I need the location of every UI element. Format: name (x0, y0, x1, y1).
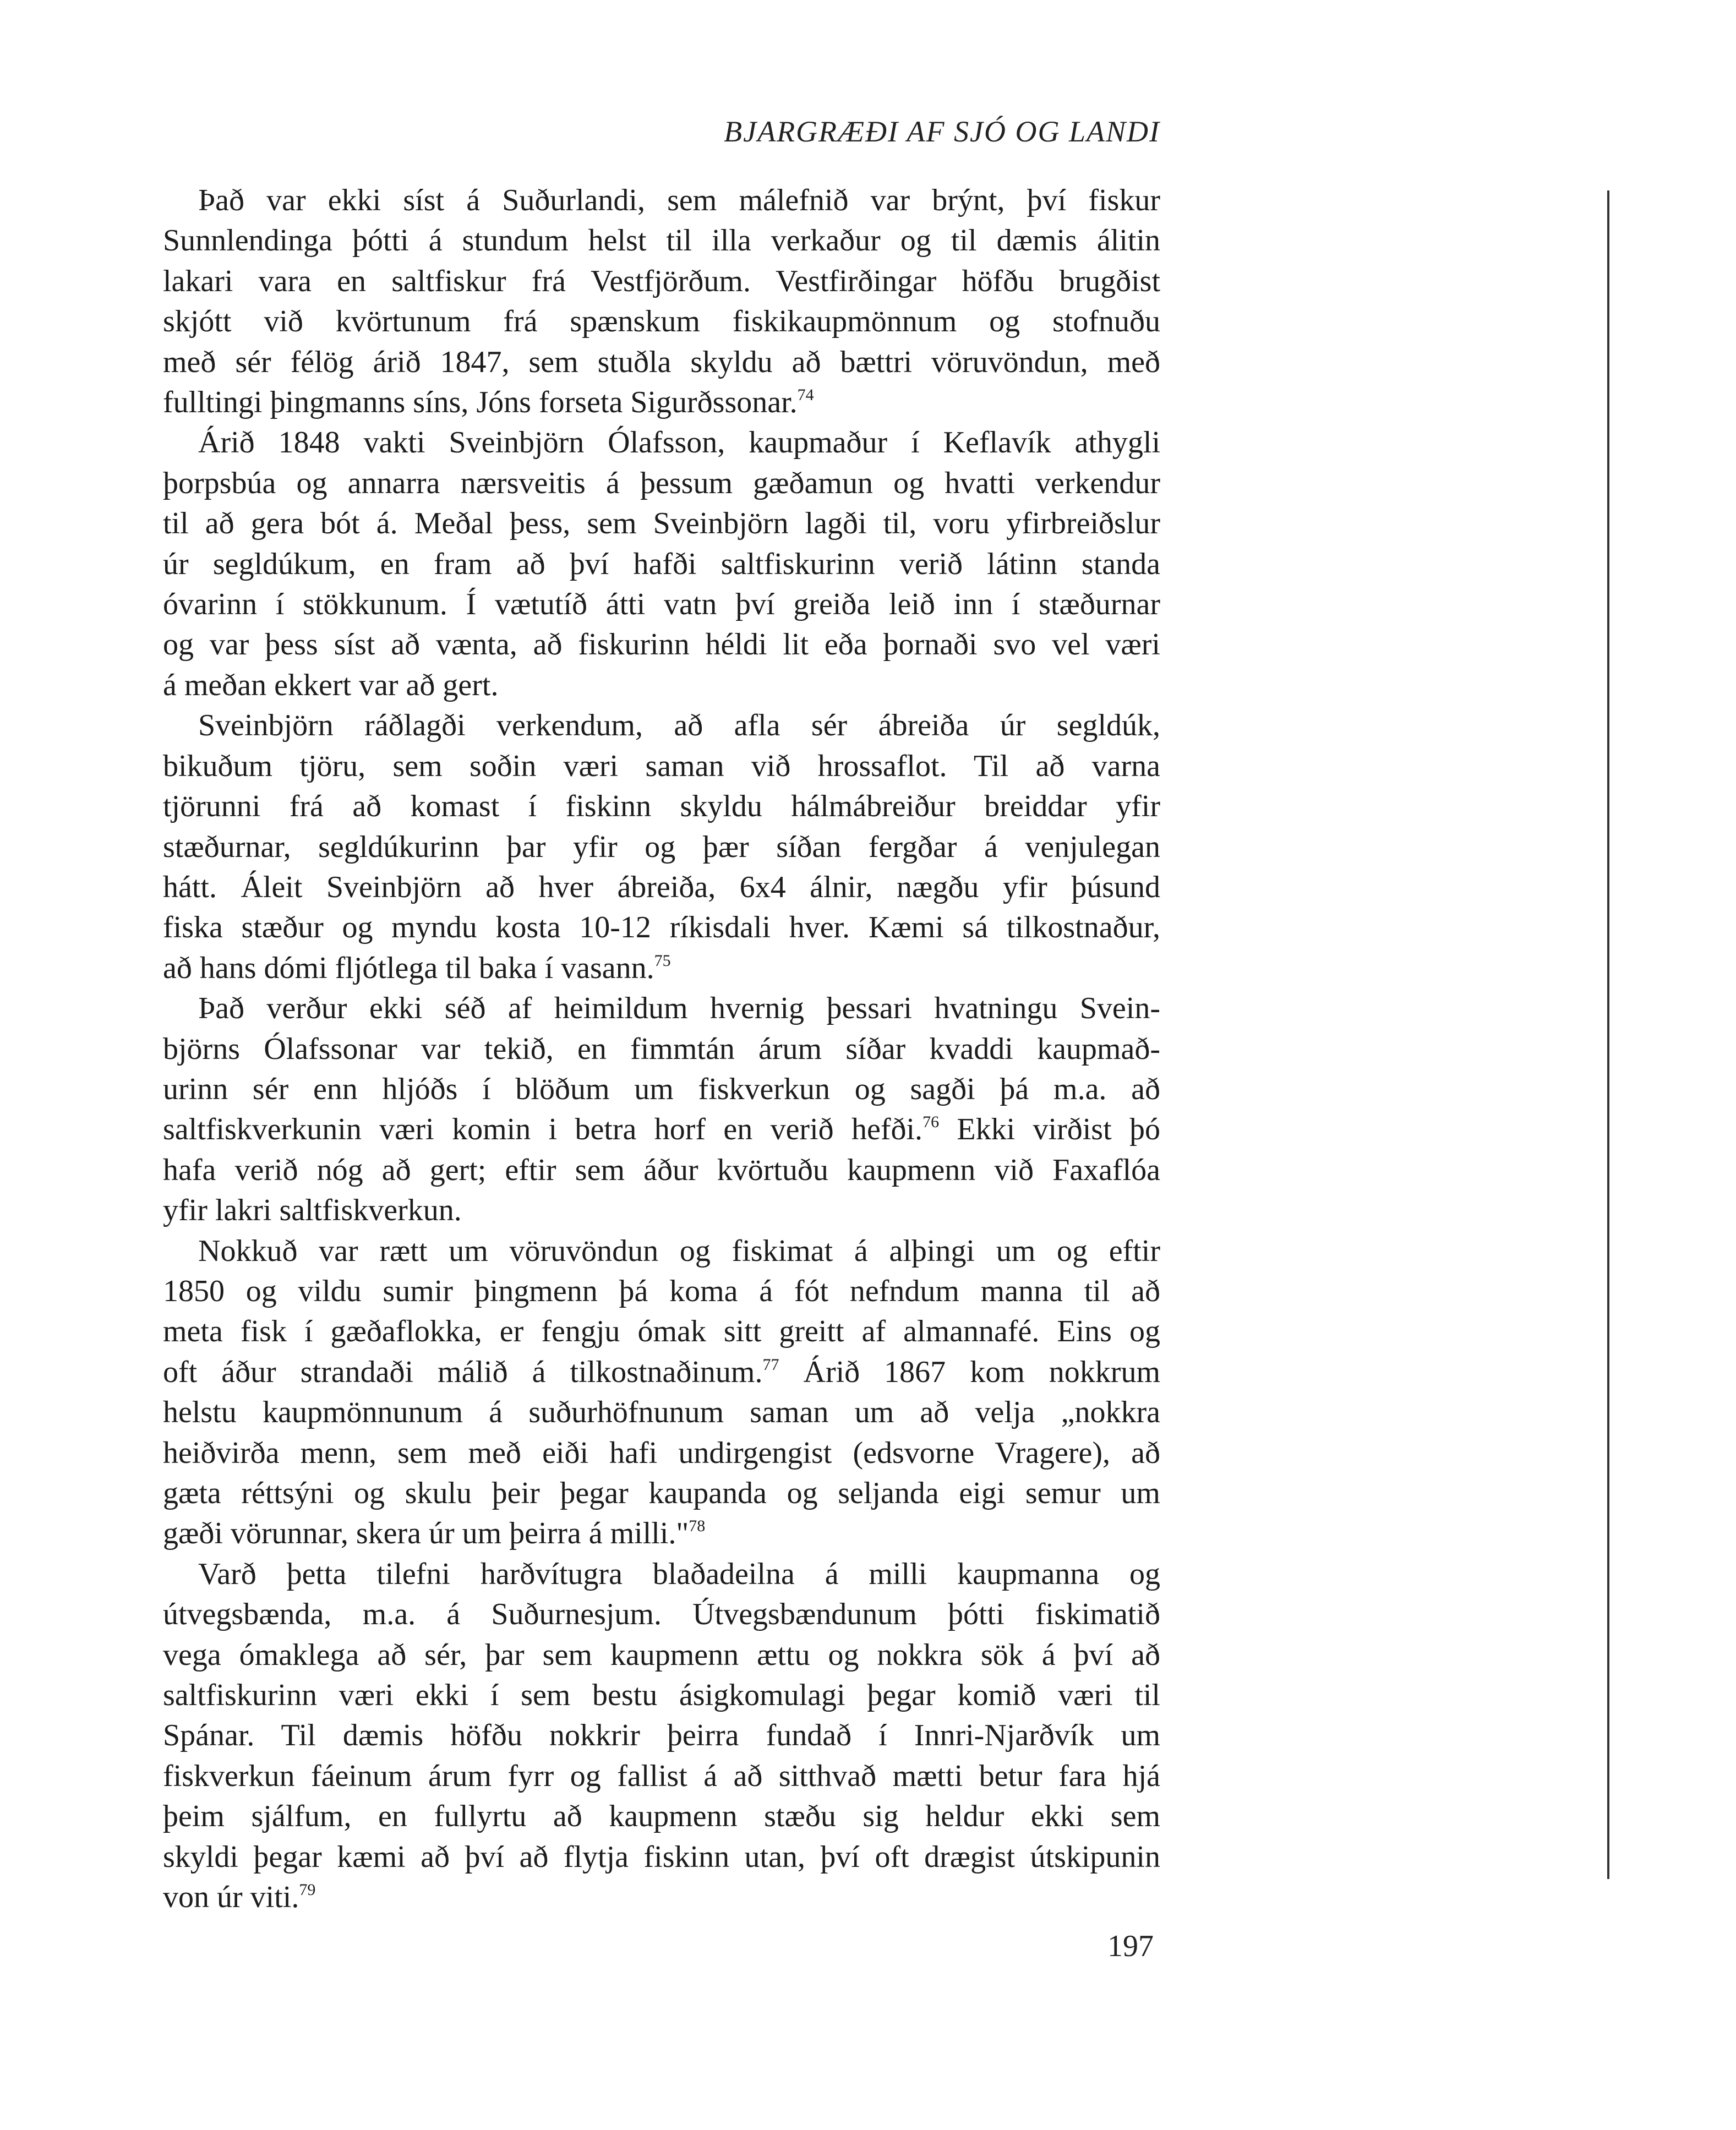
line: skyldi þegar kæmi að því að flytja fiskinn utan, því oft drægist útskipunin (163, 1839, 1160, 1874)
line (163, 1877, 1160, 1918)
line: meta fisk í gæðaflokka, er fengju ómak sitt greitt af almannafé. Eins og (163, 1314, 1160, 1349)
line (163, 1110, 1160, 1150)
line: tjörunni frá að komast í fiskinn skyldu hálmábreiður breiddar yfir (163, 789, 1160, 824)
line: saltfiskurinn væri ekki í sem bestu ásigkomulagi þegar komið væri til (163, 1678, 1160, 1713)
line (163, 1514, 1160, 1554)
line: útvegsbænda, m.a. á Suðurnesjum. Útvegsbændunum þótti fiskimatið (163, 1597, 1160, 1632)
line: og var þess síst að vænta, að fiskurinn héldi lit eða þornaði svo vel væri (163, 627, 1160, 662)
line: bikuðum tjöru, sem soðin væri saman við hrossaflot. Til að varna (163, 749, 1160, 783)
line-text: að hans dómi fljótlega til baka í vasann. (163, 951, 654, 985)
paragraph-6 (163, 1554, 1160, 1918)
line-text: gæði vörunnar, skera úr um þeirra á milli." (163, 1516, 689, 1551)
margin-rule (1607, 190, 1609, 1879)
footnote-ref: 77 (762, 1355, 779, 1374)
line: helstu kaupmönnunum á suðurhöfnunum saman um að velja „nokkra (163, 1395, 1160, 1430)
line: Varð þetta tilefni harðvítugra blaðadeilna á milli kaupmanna og (198, 1556, 1160, 1591)
line: þorpsbúa og annarra nærsveitis á þessum gæðamun og hvatti verkendur (163, 466, 1160, 500)
line: Árið 1848 vakti Sveinbjörn Ólafsson, kaupmaður í Keflavík athygli (198, 425, 1160, 460)
footnote-ref: 76 (922, 1113, 940, 1132)
line: Sveinbjörn ráðlagði verkendum, að afla sér ábreiða úr segldúk, (198, 708, 1160, 743)
line: hátt. Áleit Sveinbjörn að hver ábreiða, 6x4 álnir, nægðu yfir þúsund (163, 870, 1160, 904)
line: skjótt við kvörtunum frá spænskum fiskikaupmönnum og stofnuðu (163, 304, 1160, 339)
line: þeim sjálfum, en fullyrtu að kaupmenn stæðu sig heldur ekki sem (163, 1799, 1160, 1834)
line: Sunnlendinga þótti á stundum helst til illa verkaður og til dæmis álitin (163, 223, 1160, 258)
running-header: BJARGRÆÐI AF SJÓ OG LANDI (724, 115, 1160, 148)
line: yfir lakri saltfiskverkun. (163, 1193, 462, 1228)
line: Það verður ekki séð af heimildum hvernig þessari hvatningu Svein- (198, 991, 1160, 1026)
line: lakari vara en saltfiskur frá Vestfjörðum. Vestfirðingar höfðu brugðist (163, 264, 1160, 298)
paragraph-5 (163, 1231, 1160, 1554)
line: vega ómaklega að sér, þar sem kaupmenn ættu og nokkra sök á því að (163, 1637, 1160, 1672)
line: björns Ólafssonar var tekið, en fimmtán árum síðar kvaddi kaupmað- (163, 1031, 1160, 1066)
line: gæta réttsýni og skulu þeir þegar kaupanda og seljanda eigi semur um (163, 1476, 1160, 1510)
line: úr segldúkum, en fram að því hafði saltfiskurinn verið látinn standa (163, 547, 1160, 581)
line: Spánar. Til dæmis höfðu nokkrir þeirra fundað í Innri-Njarðvík um (163, 1718, 1160, 1753)
line-text: fulltingi þingmanns síns, Jóns forseta Sigurðssonar. (163, 385, 798, 420)
line: stæðurnar, segldúkurinn þar yfir og þær síðan fergðar á venjulegan (163, 829, 1160, 864)
line: fiska stæður og myndu kosta 10-12 ríkisdali hver. Kæmi sá tilkostnaður, (163, 910, 1160, 945)
line-text: von úr viti. (163, 1880, 299, 1915)
line: hafa verið nóg að gert; eftir sem áður kvörtuðu kaupmenn við Faxaflóa (163, 1153, 1160, 1187)
line-text: Árið 1867 kom nokkrum (803, 1355, 1160, 1389)
line-text: Ekki virðist þó (957, 1112, 1161, 1147)
body-text (163, 181, 1160, 1918)
line (163, 948, 1160, 988)
footnote-ref: 74 (797, 386, 814, 405)
paragraph-1 (163, 181, 1160, 423)
line-text: saltfiskverkunin væri komin i betra horf en verið hefði. (163, 1112, 923, 1147)
line: urinn sér enn hljóðs í blöðum um fiskverkun og sagði þá m.a. að (163, 1072, 1160, 1106)
paragraph-3 (163, 706, 1160, 988)
line: á meðan ekkert var að gert. (163, 668, 499, 702)
footnote-ref: 75 (654, 951, 671, 970)
line: óvarinn í stökkunum. Í vætutíð átti vatn því greiða leið inn í stæðurnar (163, 587, 1160, 622)
line (163, 1352, 1160, 1392)
line (163, 383, 1160, 423)
paragraph-4 (163, 988, 1160, 1231)
line: til að gera bót á. Meðal þess, sem Sveinbjörn lagði til, voru yfirbreiðslur (163, 506, 1160, 541)
footnote-ref: 78 (689, 1517, 706, 1536)
line: Það var ekki síst á Suðurlandi, sem málefnið var brýnt, því fiskur (198, 183, 1160, 217)
line-text: oft áður strandaði málið á tilkostnaðinum. (163, 1355, 763, 1389)
line: heiðvirða menn, sem með eiði hafi undirgengist (edsvorne Vragere), að (163, 1435, 1160, 1470)
line: Nokkuð var rætt um vöruvöndun og fiskimat á alþingi um og eftir (198, 1233, 1160, 1268)
line: 1850 og vildu sumir þingmenn þá koma á fót nefndum manna til að (163, 1274, 1160, 1308)
paragraph-2 (163, 423, 1160, 706)
footnote-ref: 79 (299, 1881, 316, 1899)
line: fiskverkun fáeinum árum fyrr og fallist á að sitthvað mætti betur fara hjá (163, 1758, 1160, 1793)
page-number: 197 (1107, 1929, 1154, 1963)
line: með sér félög árið 1847, sem stuðla skyldu að bættri vöruvöndun, með (163, 345, 1160, 379)
